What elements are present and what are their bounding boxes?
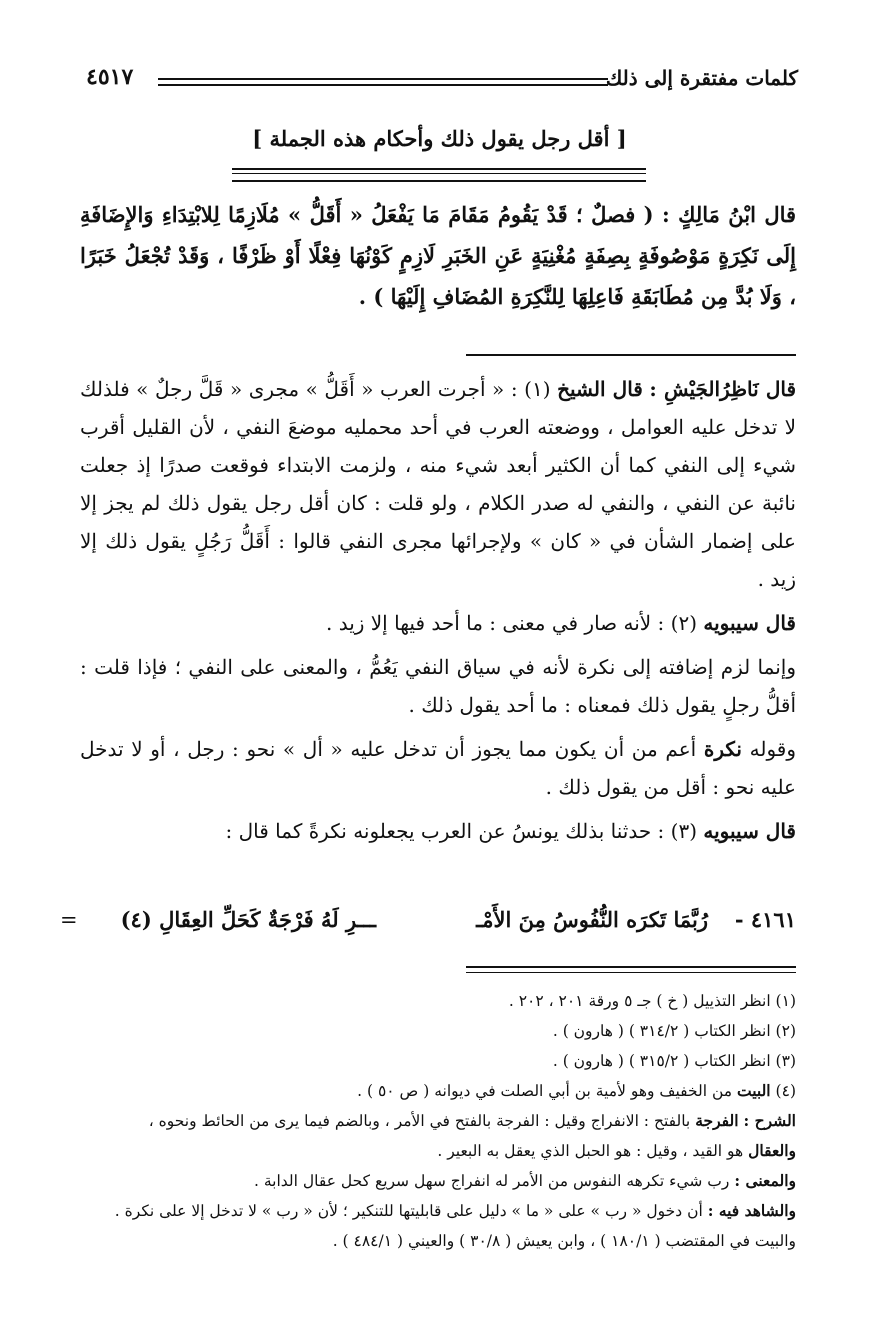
- commentary-paragraph: [80, 648, 796, 724]
- footnote-ref: (٣): [670, 819, 698, 843]
- commentary-paragraph: [80, 604, 796, 642]
- verse-second-hemistich: ـــرِ لَهُ فَرْجَةٌ كَحَلِّ العِقَالِ (٤): [120, 907, 376, 932]
- footnote-iqal: والعقال هو القيد ، وقيل : هو الحبل الذي يعقل به البعير .: [437, 1141, 796, 1160]
- footnote-ref: (١): [524, 377, 551, 401]
- paragraph-text: وإنما لزم إضافته إلى نكرة لأنه في سياق النفي يَعُمُّ ، والمعنى على النفي ؛ فإذا قلت : أقلُّ رجلٍ يقول ذلك فمعناه : ما أحد يقول ذلك .: [80, 655, 796, 717]
- verse-first-hemistich: رُبَّمَا تَكرَه النُّفُوسُ مِنَ الأَمْـ: [476, 907, 708, 932]
- matn-separator: [466, 354, 796, 356]
- footnote-ref: (٤): [120, 907, 152, 932]
- commentary-paragraph: [80, 730, 796, 806]
- footnote-meaning: والمعنى : رب شيء تكرهه النفوس من الأمر له انفراج سهل سريع كحل عقال الدابة .: [254, 1171, 796, 1190]
- footnote-separator: [466, 966, 796, 973]
- matn-body: ( فصلٌ ؛ قَدْ يَقُومُ مَقَامَ مَا يَفْعَلُ « أَقَلُّ » مُلَازِمًا لِلابْتِدَاءِ وَالإِضَافَةِ إِلَى نَكِرَةٍ مَوْصُوفَةٍ بِصِفَةٍ مُغْنِيَةٍ عَنِ الخَبَرِ لَازِمٍ كَوْنُهَا فِعْلًا أَوْ ظَرْفًا ، وَقَدْ تُجْعَلُ خَبَرًا ، وَلَا بُدَّ مِن مُطَابَقَةِ فَاعِلِهَا لِلنَّكِرَةِ المُضَافِ إِلَيْهَا ) .: [80, 202, 796, 309]
- paragraph-text: : لأنه صار في معنى : ما أحد فيها إلا زيد .: [325, 611, 665, 635]
- section-title: [ أقل رجل يقول ذلك وأحكام هذه الجملة ]: [252, 126, 627, 151]
- header-rule: [158, 78, 608, 86]
- footnote: (٢) انظر الكتاب ( ٣١٤/٢ ) ( هارون ) .: [552, 1022, 796, 1040]
- speaker-label: قال سيبويه: [703, 819, 796, 843]
- paragraph-text: : « أجرت العرب « أَقَلُّ » مجرى « قَلَّ رجلٌ » فلذلك لا تدخل عليه العوامل ، ووضعته العرب في أحد محمليه موضعَ النفي ، لأن القليل أقرب شيء إلى النفي كما أن الكثير أبعد شيء منه ، ولزمت الابتداء فوقعت صدرًا إذ جعلت نائبة عن النفي ، والنفي له صدر الكلام ، ولو قلت : كان أقل رجل يقول ذلك لم يجز إلا على إضمار الشأن في « كان » ولإجرائها مجرى النفي قالوا : أَقَلُّ رَجُلٍ يقول ذلك إلا زيد .: [80, 377, 796, 591]
- paragraph-lead: وقوله: [749, 737, 796, 761]
- paragraph-text: : حدثنا بذلك يونسُ عن العرب يجعلونه نكرةً كما قال :: [225, 819, 665, 843]
- chapter-title: كلمات مفتقرة إلى ذلك: [605, 66, 798, 90]
- title-underline: [232, 168, 646, 182]
- footnotes: [80, 986, 796, 1256]
- running-header: [86, 64, 798, 98]
- speaker-label: قال سيبويه: [703, 611, 796, 635]
- footnote-sharh: الشرح : الفرجة بالفتح : الانفراج وقيل : الفرجة بالفتح في الأمر ، وبالضم فيما يرى من الحائط ونحوه ،: [148, 1111, 796, 1130]
- paragraph-text: أعم من أن يكون مما يجوز أن تدخل عليه « أل » نحو : رجل ، أو لا تدخل عليه نحو : أقل من يقول ذلك .: [80, 737, 796, 799]
- footnote: (٣) انظر الكتاب ( ٣١٥/٢ ) ( هارون ) .: [552, 1052, 796, 1070]
- footnote: (١) انظر التذييل ( خ ) جـ ٥ ورقة ٢٠١ ، ٢٠٢ .: [508, 992, 796, 1010]
- continuation-mark: =: [60, 908, 78, 932]
- footnote-shahid: والشاهد فيه : أن دخول « رب » على « ما » دليل على قابليتها للتنكير ؛ لأن « رب » لا تدخل إلا على نكرة . والبيت في المقتضب ( ١٨٠/١ ) ، وابن يعيش ( ٣٠/٨ ) والعيني ( ٤٨٤/١ ) .: [114, 1201, 796, 1250]
- speaker-label: قال الشيخ: [557, 377, 643, 401]
- verse-number: ٤١٦١ -: [734, 907, 796, 932]
- commentary-author: قال نَاظِرُالجَيْشِ :: [649, 377, 797, 401]
- matn-text: [80, 194, 796, 317]
- commentary-paragraph: [80, 812, 796, 850]
- matn-author: قال ابْنُ مَالِكٍ :: [661, 202, 797, 227]
- commentary: [80, 370, 796, 850]
- page-number: ٤٥١٧: [86, 64, 134, 90]
- keyword: نكرة: [703, 737, 742, 761]
- footnote: (٤) البيت من الخفيف وهو لأمية بن أبي الصلت في ديوانه ( ص ٥٠ ) .: [357, 1081, 796, 1100]
- footnote-ref: (٢): [670, 611, 698, 635]
- commentary-paragraph: [80, 370, 796, 598]
